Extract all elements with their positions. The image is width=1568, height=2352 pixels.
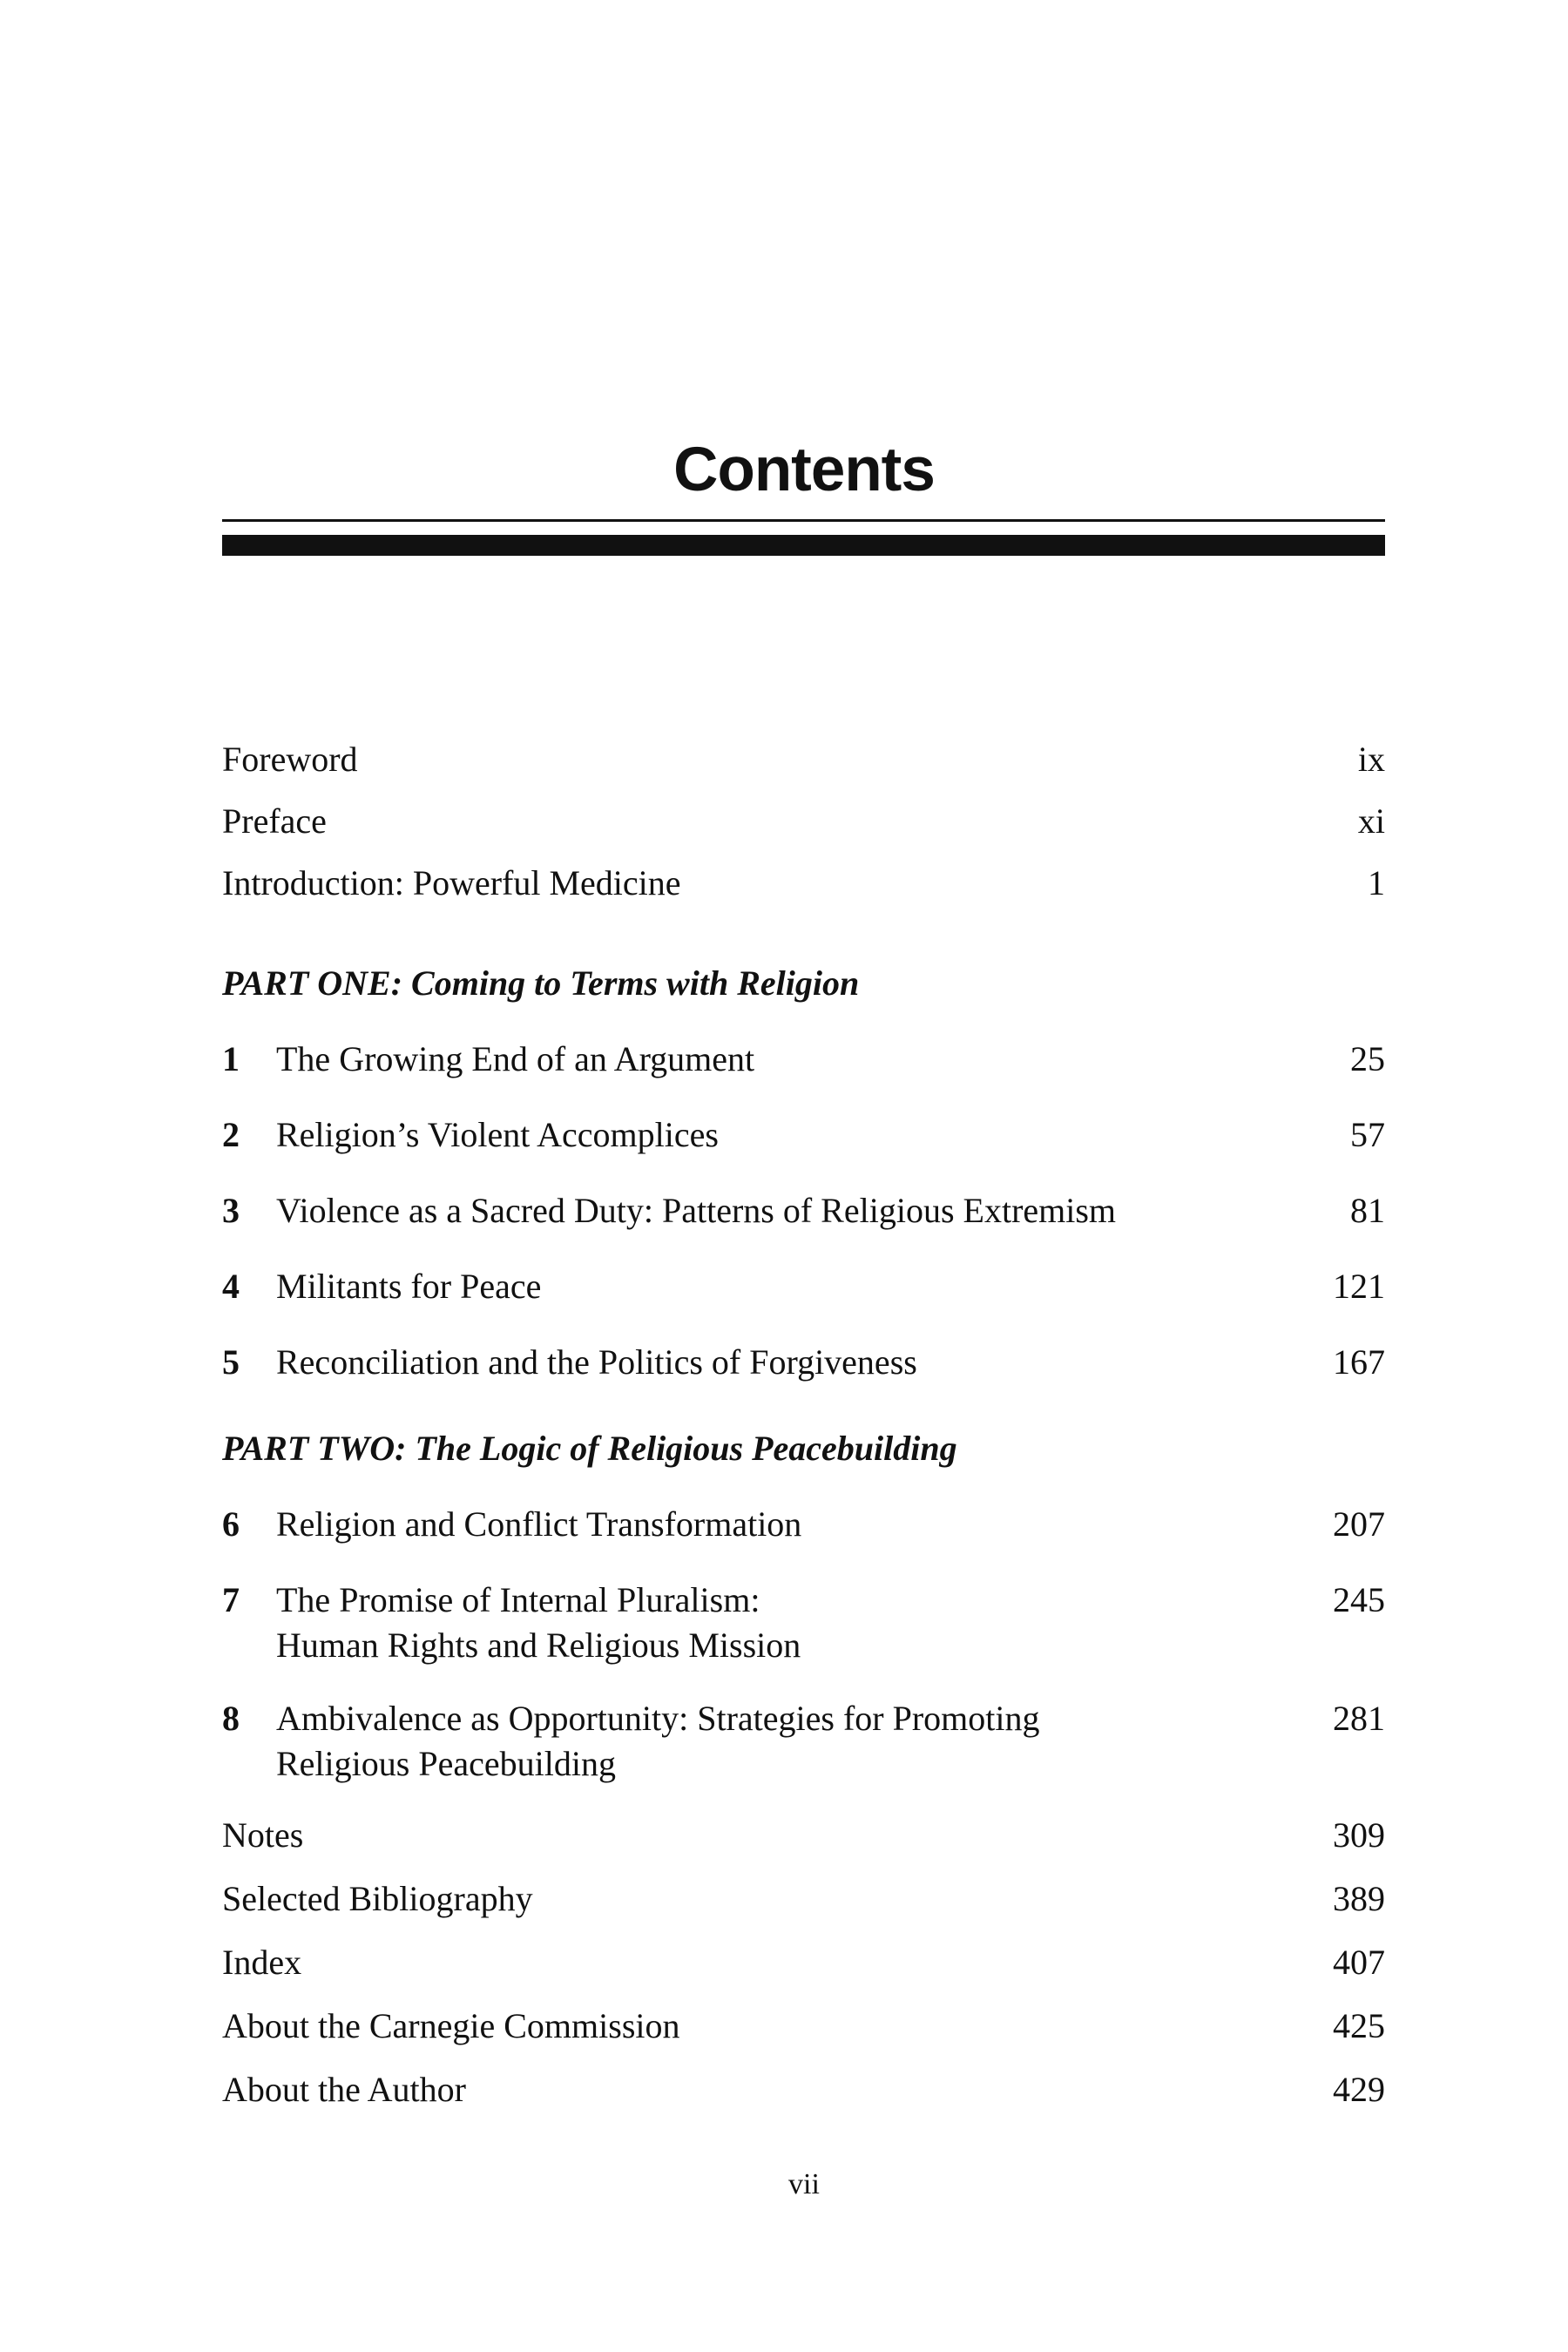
chapter-number: 8 [222,1699,240,1738]
toc-entry-page: xi [1357,801,1385,841]
toc-entry-index[interactable] [222,1940,1385,1992]
toc-entry-title: Index [222,1943,302,1982]
toc-entry-page: 429 [1333,2070,1385,2109]
toc-entry-title: About the Carnegie Commission [222,2006,680,2045]
toc-chapter-1[interactable] [222,1037,1385,1089]
toc-chapter-2[interactable] [222,1112,1385,1165]
toc-entry-page: 407 [1333,1943,1385,1982]
toc-entry-title: Reconciliation and the Politics of Forgiveness [276,1342,917,1382]
toc-entry-title: Selected Bibliography [222,1879,533,1918]
chapter-number: 7 [222,1580,240,1619]
toc-entry-page: 309 [1333,1815,1385,1855]
toc-entry-preface[interactable] [222,799,1385,851]
toc-entry-title: Militants for Peace [276,1267,542,1306]
toc-entry-page: 25 [1350,1039,1385,1078]
toc-entry-page: 245 [1333,1580,1385,1619]
toc-entry-title-line2: Human Rights and Religious Mission [276,1625,801,1665]
toc-entry-page: 1 [1368,863,1385,902]
toc-entry-about-author[interactable] [222,2067,1385,2119]
toc-chapter-8[interactable] [222,1696,1385,1792]
toc-entry-page: ix [1357,740,1385,779]
toc-entry-title: Religion and Conflict Transformation [276,1504,802,1544]
toc-entry-page: 167 [1333,1342,1385,1382]
page-title: Contents [673,436,935,504]
toc-entry-page: 57 [1350,1115,1385,1154]
toc-entry-page: 81 [1350,1191,1385,1230]
toc-chapter-3[interactable] [222,1188,1385,1240]
toc-entry-title: About the Author [222,2070,466,2109]
part-one-heading: PART ONE: Coming to Terms with Religion [222,963,860,1003]
toc-chapter-4[interactable] [222,1264,1385,1316]
toc-entry-bibliography[interactable] [222,1876,1385,1929]
toc-chapter-5[interactable] [222,1340,1385,1392]
chapter-number: 4 [222,1267,240,1306]
chapter-number: 3 [222,1191,240,1230]
toc-entry-title-line1: The Promise of Internal Pluralism: [276,1580,760,1619]
toc-entry-title-line2: Religious Peacebuilding [276,1744,616,1783]
chapter-number: 5 [222,1342,240,1382]
toc-entry-title: The Growing End of an Argument [276,1039,755,1078]
toc-entry-title: Religion’s Violent Accomplices [276,1115,719,1154]
toc-entry-title: Preface [222,801,327,841]
toc-entry-page: 281 [1333,1699,1385,1738]
toc-entry-page: 207 [1333,1504,1385,1544]
toc-entry-title: Violence as a Sacred Duty: Patterns of Religious Extremism [276,1191,1117,1230]
toc-entry-foreword[interactable] [222,737,1385,789]
part-two-heading: PART TWO: The Logic of Religious Peacebuilding [222,1429,957,1468]
toc-entry-title: Notes [222,1815,304,1855]
chapter-number: 1 [222,1039,240,1078]
page-number: vii [788,2168,820,2200]
toc-entry-page: 389 [1333,1879,1385,1918]
toc-entry-title [276,1696,1040,1787]
table-of-contents [222,0,1385,2352]
toc-chapter-6[interactable] [222,1502,1385,1554]
chapter-number: 6 [222,1504,240,1544]
toc-entry-introduction[interactable] [222,861,1385,913]
toc-entry-carnegie-commission[interactable] [222,2004,1385,2056]
toc-entry-title: Foreword [222,740,358,779]
chapter-number: 2 [222,1115,240,1154]
toc-entry-notes[interactable] [222,1813,1385,1865]
toc-entry-title: Introduction: Powerful Medicine [222,863,681,902]
toc-entry-title [276,1578,801,1668]
toc-chapter-7[interactable] [222,1578,1385,1673]
toc-entry-page: 425 [1333,2006,1385,2045]
toc-entry-page: 121 [1333,1267,1385,1306]
toc-entry-title-line1: Ambivalence as Opportunity: Strategies for Promoting [276,1699,1040,1738]
